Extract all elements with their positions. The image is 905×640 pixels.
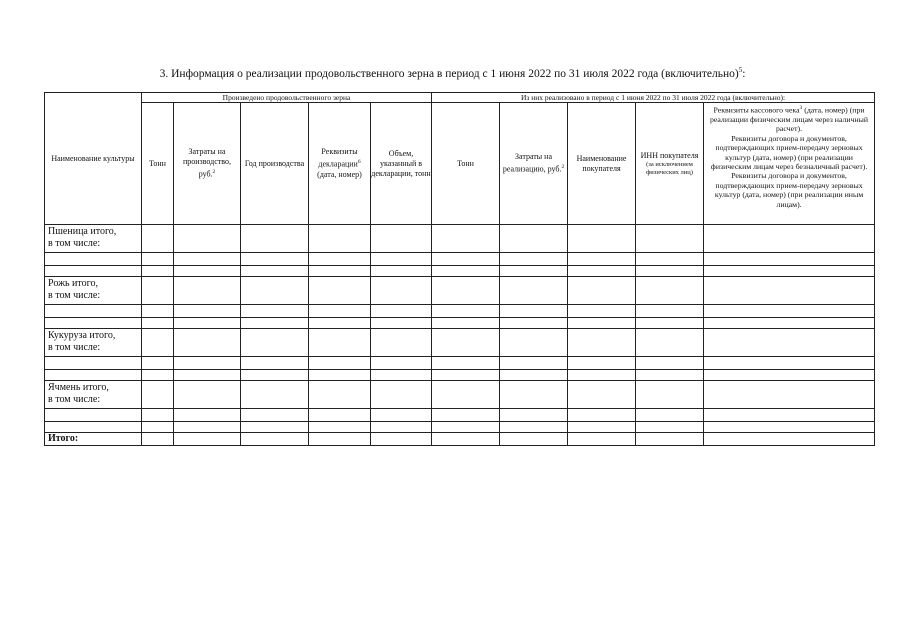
section-row-wheat (45, 225, 875, 253)
table-row (45, 318, 875, 329)
column-header-row (45, 103, 875, 225)
grain-sales-table (44, 92, 875, 446)
header-tons: Тонн (142, 103, 174, 225)
header-year: Год производства (241, 103, 309, 225)
header-buyer-name: Наименование покупателя (568, 103, 636, 225)
section-label: Пшеница итого, в том числе: (45, 225, 142, 253)
header-inn: ИНН покупателя (за исключением физических лиц) (636, 103, 704, 225)
header-declaration: Реквизиты декларации$^6$ (дата, номер) (309, 103, 371, 225)
table-row (45, 370, 875, 381)
group-header-produced: Произведено продовольственного зерна (142, 93, 432, 103)
header-crop-name: Наименование культуры (45, 93, 142, 225)
table-row (45, 266, 875, 277)
header-sold-tons: Тонн (432, 103, 500, 225)
section-row-barley (45, 381, 875, 409)
header-sale-costs: Затраты на реализацию, руб.$^2$ (500, 103, 568, 225)
header-costs: Затраты на производство, руб.$^2$ (174, 103, 241, 225)
group-header-sold: Из них реализовано в период с 1 июня 2022 по 31 июля 2022 года (включительно): (432, 93, 875, 103)
table-row (45, 305, 875, 318)
table-row (45, 253, 875, 266)
header-volume: Объем, указанный в декларации, тонн (371, 103, 432, 225)
footnote-ref: 5 (738, 66, 743, 74)
header-requisites: Реквизиты кассового чека$^3$ (дата, номер) (при реализации физическим лицам через наличный расчет). Реквизиты договора и документов, подтверждающих прием-передачу зерновых культур (дата, номер) (при реализации физическим лицам через безналичный расчет). Реквизиты договора и документов, подтверждающих прием-передачу зерновых культур (дата, номер) (при реализации иным лицам). (704, 103, 875, 225)
group-header-row (45, 93, 875, 103)
section-label: Кукуруза итого, в том числе: (45, 329, 142, 357)
total-row (45, 433, 875, 446)
table-title: 3. Информация о реализации продовольственного зерна в период с 1 июня 2022 по 31 июля 2022 года (включительно)$^5$: (159, 66, 746, 80)
table-row (45, 409, 875, 422)
total-label: Итого: (45, 433, 142, 446)
section-row-rye (45, 277, 875, 305)
section-label: Рожь итого, в том числе: (45, 277, 142, 305)
table-row (45, 422, 875, 433)
table-row (45, 357, 875, 370)
section-row-corn (45, 329, 875, 357)
section-label: Ячмень итого, в том числе: (45, 381, 142, 409)
